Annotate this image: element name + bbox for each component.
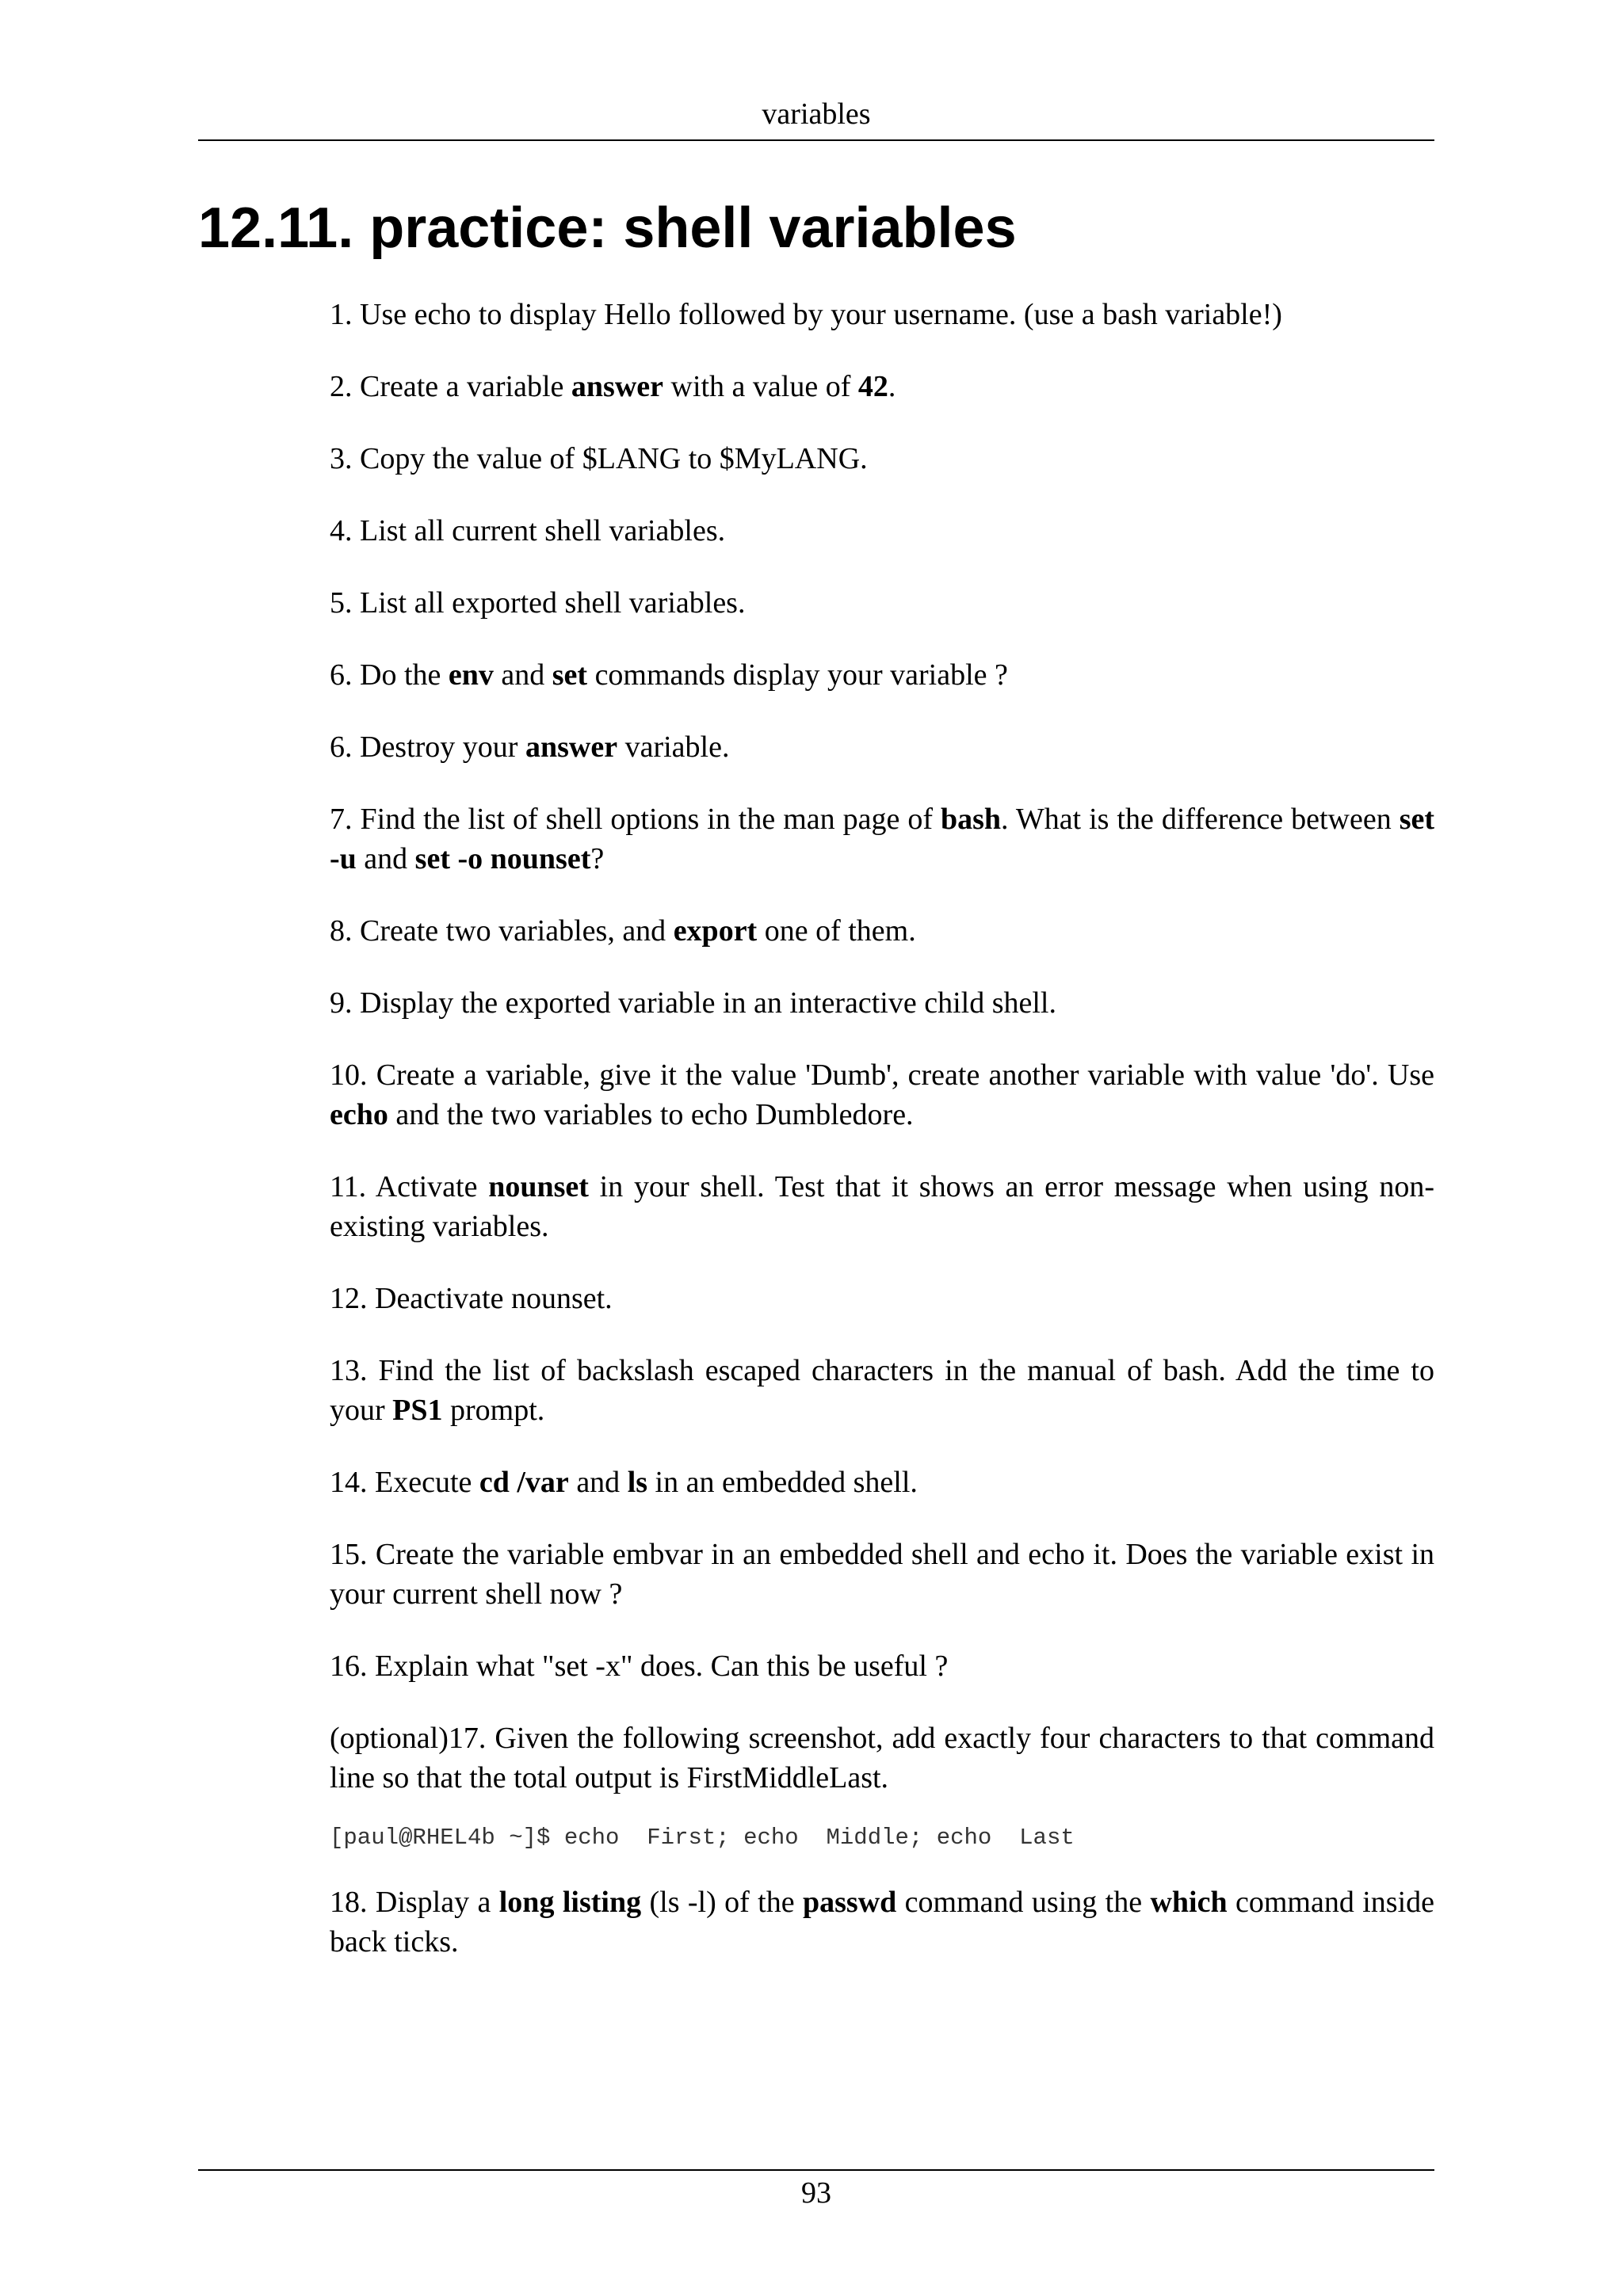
bold-term: echo — [330, 1098, 388, 1131]
item-text: command using the — [896, 1886, 1151, 1919]
bold-term: PS1 — [392, 1394, 443, 1427]
bold-term: ls — [627, 1466, 648, 1499]
item-text: 11. Activate — [330, 1170, 489, 1203]
exercise-item — [330, 1055, 1434, 1135]
item-text: 5. List all exported shell variables. — [330, 586, 746, 620]
exercise-item — [330, 1167, 1434, 1246]
item-text: 2. Create a variable — [330, 370, 571, 403]
item-text: 7. Find the list of shell options in the man page of — [330, 803, 941, 836]
exercise-item — [330, 655, 1434, 695]
page-number: 93 — [801, 2176, 831, 2210]
bold-term: nounset — [488, 1170, 589, 1203]
exercise-item — [330, 1646, 1434, 1686]
item-text: (ls -l) of the — [641, 1886, 803, 1919]
bold-term: set -u — [330, 803, 1434, 875]
bold-term: export — [673, 914, 758, 948]
exercise-item — [330, 1882, 1434, 1962]
item-text: 9. Display the exported variable in an interactive child shell. — [330, 986, 1056, 1020]
item-text: 18. Display a — [330, 1886, 499, 1919]
item-text: and — [356, 842, 415, 875]
item-text: 16. Explain what "set -x" does. Can this be useful ? — [330, 1650, 949, 1683]
bold-term: bash — [940, 803, 1002, 836]
exercise-item — [330, 1463, 1434, 1502]
bold-term: env — [448, 658, 494, 692]
bold-term: answer — [571, 370, 663, 403]
item-text: 14. Execute — [330, 1466, 479, 1499]
item-text: . What is the difference between — [1001, 803, 1400, 836]
bold-term: passwd — [802, 1886, 897, 1919]
exercise-item — [330, 983, 1434, 1023]
item-text: . — [888, 370, 896, 403]
item-text: 10. Create a variable, give it the value 'Dumb', create another variable with value 'do'. Use — [330, 1058, 1434, 1092]
exercise-item — [330, 1351, 1434, 1430]
bold-term: long listing — [498, 1886, 642, 1919]
bold-term: answer — [525, 730, 618, 764]
item-text: and the two variables to echo Dumbledore. — [388, 1098, 914, 1131]
item-text: 8. Create two variables, and — [330, 914, 674, 948]
exercise-item — [330, 295, 1434, 334]
section-title: 12.11. practice: shell variables — [198, 196, 1017, 260]
bold-term: set — [552, 658, 588, 692]
footer-divider — [198, 2169, 1434, 2171]
exercise-item — [330, 911, 1434, 951]
exercise-item — [330, 1535, 1434, 1614]
exercise-item — [330, 367, 1434, 406]
item-text: 12. Deactivate nounset. — [330, 1282, 613, 1315]
exercise-item — [330, 583, 1434, 623]
item-text: 15. Create the variable embvar in an embedded shell and echo it. Does the variable exist in your current shell now ? — [330, 1538, 1434, 1611]
item-text: and — [568, 1466, 628, 1499]
item-text: and — [493, 658, 552, 692]
bold-term: cd /var — [479, 1466, 569, 1499]
bold-term: 42 — [857, 370, 888, 403]
item-text: with a value of — [663, 370, 858, 403]
exercise-item — [330, 727, 1434, 767]
item-text: in your shell. Test that it shows an error message when using non-existing variables. — [330, 1170, 1434, 1243]
item-text: command inside back ticks. — [330, 1886, 1434, 1958]
running-header: variables — [762, 97, 871, 131]
item-text: variable. — [617, 730, 730, 764]
exercise-item — [330, 511, 1434, 551]
exercise-list — [330, 295, 1434, 1994]
code-sample: [paul@RHEL4b ~]$ echo First; echo Middle; echo Last — [330, 1825, 1075, 1851]
item-text: commands display your variable ? — [587, 658, 1008, 692]
item-text: 6. Destroy your — [330, 730, 525, 764]
exercise-item — [330, 439, 1434, 479]
item-text: prompt. — [442, 1394, 545, 1427]
item-text: 4. List all current shell variables. — [330, 514, 726, 547]
bold-term: set -o nounset — [414, 842, 591, 875]
item-text: ? — [590, 842, 605, 875]
bold-term: which — [1150, 1886, 1228, 1919]
exercise-item — [330, 799, 1434, 879]
exercise-item — [330, 1279, 1434, 1318]
exercise-item — [330, 1718, 1434, 1798]
item-text: 1. Use echo to display Hello followed by your username. (use a bash variable!) — [330, 298, 1282, 331]
item-text: (optional)17. Given the following screenshot, add exactly four characters to that command line so that the total output is FirstMiddleLast. — [330, 1722, 1434, 1794]
item-text: one of them. — [757, 914, 916, 948]
item-text: 3. Copy the value of $LANG to $MyLANG. — [330, 442, 868, 475]
header-divider — [198, 139, 1434, 141]
item-text: 6. Do the — [330, 658, 449, 692]
item-text: in an embedded shell. — [647, 1466, 918, 1499]
item-text: 13. Find the list of backslash escaped characters in the manual of bash. Add the time to your — [330, 1354, 1434, 1427]
